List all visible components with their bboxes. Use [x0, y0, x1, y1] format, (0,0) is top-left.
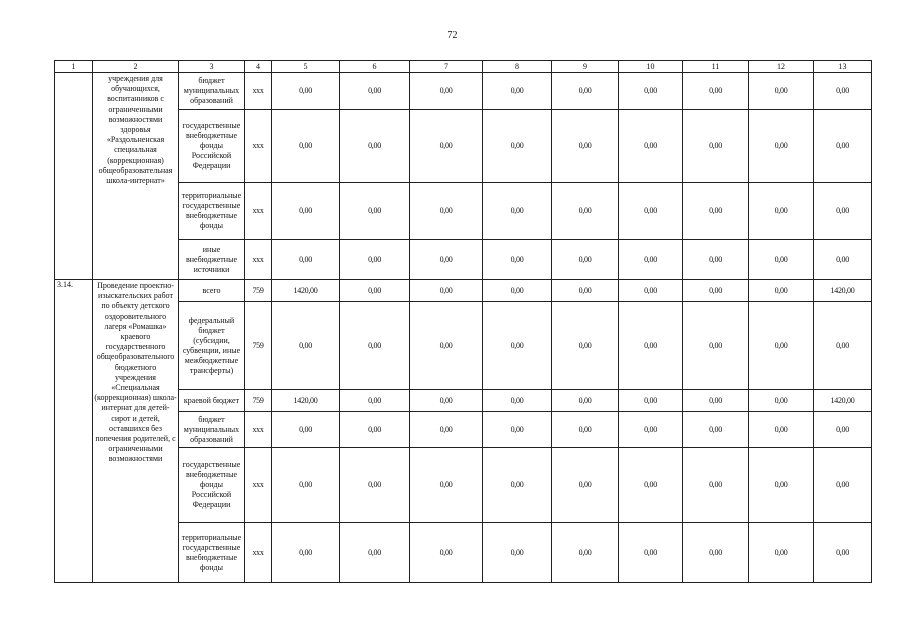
value-cell: 0,00: [814, 73, 872, 110]
header-row: [55, 61, 872, 73]
header-cell: 9: [552, 61, 619, 73]
value-cell: 0,00: [410, 412, 483, 448]
value-cell: 0,00: [340, 302, 410, 390]
value-cell: 0,00: [749, 302, 814, 390]
value-cell: 0,00: [410, 390, 483, 412]
source-cell: иные внебюджетные источники: [179, 240, 245, 280]
value-cell: 0,00: [410, 523, 483, 583]
source-cell: государственные внебюджетные фонды Российской Федерации: [179, 110, 245, 183]
row-name-cell: Проведение проектно-изыскательских работ по объекту детского оздоровительного лагеря «Ромашка» краевого государственного общеобразовательного бюджетного учреждения «Специальная (коррекционная) школа-интернат для детей-сирот и детей, оставшихся без попечения родителей, с ограниченными возможностями: [93, 280, 179, 583]
value-cell: 0,00: [340, 280, 410, 302]
value-cell: 1420,00: [272, 280, 340, 302]
value-cell: 0,00: [814, 523, 872, 583]
value-cell: 0,00: [814, 302, 872, 390]
value-cell: 0,00: [814, 183, 872, 240]
value-cell: 0,00: [619, 302, 683, 390]
value-cell: 0,00: [552, 523, 619, 583]
code-cell: ххх: [245, 110, 272, 183]
value-cell: 0,00: [410, 448, 483, 523]
header-cell: 6: [340, 61, 410, 73]
value-cell: 0,00: [749, 73, 814, 110]
source-cell: государственные внебюджетные фонды Российской Федерации: [179, 448, 245, 523]
table-row: [55, 73, 872, 110]
value-cell: 0,00: [340, 412, 410, 448]
source-cell: федеральный бюджет (субсидии, субвенции, иные межбюджетные трансферты): [179, 302, 245, 390]
value-cell: 0,00: [619, 73, 683, 110]
value-cell: 0,00: [749, 448, 814, 523]
value-cell: 0,00: [483, 183, 552, 240]
page-number: 72: [447, 30, 458, 41]
header-cell: 8: [483, 61, 552, 73]
value-cell: 0,00: [410, 110, 483, 183]
code-cell: ххх: [245, 523, 272, 583]
value-cell: 1420,00: [814, 280, 872, 302]
source-cell: краевой бюджет: [179, 390, 245, 412]
value-cell: 0,00: [814, 412, 872, 448]
value-cell: 0,00: [683, 110, 749, 183]
value-cell: 0,00: [340, 523, 410, 583]
value-cell: 1420,00: [272, 390, 340, 412]
value-cell: 0,00: [552, 390, 619, 412]
value-cell: 0,00: [272, 73, 340, 110]
source-cell: всего: [179, 280, 245, 302]
value-cell: 0,00: [552, 73, 619, 110]
value-cell: 0,00: [814, 448, 872, 523]
header-cell: 13: [814, 61, 872, 73]
budget-table: [54, 60, 872, 583]
value-cell: 0,00: [340, 240, 410, 280]
code-cell: ххх: [245, 448, 272, 523]
value-cell: 0,00: [619, 280, 683, 302]
code-cell: 759: [245, 280, 272, 302]
value-cell: 0,00: [619, 523, 683, 583]
value-cell: 0,00: [552, 240, 619, 280]
value-cell: 0,00: [483, 240, 552, 280]
value-cell: 0,00: [683, 523, 749, 583]
value-cell: 0,00: [272, 302, 340, 390]
value-cell: 0,00: [749, 390, 814, 412]
value-cell: 0,00: [683, 280, 749, 302]
source-cell: территориальные государственные внебюджетные фонды: [179, 183, 245, 240]
value-cell: 0,00: [272, 412, 340, 448]
value-cell: 0,00: [749, 523, 814, 583]
code-cell: 759: [245, 390, 272, 412]
value-cell: 0,00: [410, 73, 483, 110]
value-cell: 0,00: [749, 110, 814, 183]
table-row: [55, 280, 872, 302]
code-cell: ххх: [245, 240, 272, 280]
header-cell: 7: [410, 61, 483, 73]
value-cell: 0,00: [552, 448, 619, 523]
value-cell: 0,00: [483, 110, 552, 183]
value-cell: 0,00: [619, 412, 683, 448]
value-cell: 0,00: [619, 183, 683, 240]
value-cell: 0,00: [683, 448, 749, 523]
value-cell: 0,00: [483, 412, 552, 448]
header-cell: 12: [749, 61, 814, 73]
source-cell: бюджет муниципальных образований: [179, 73, 245, 110]
value-cell: 0,00: [272, 448, 340, 523]
code-cell: ххх: [245, 183, 272, 240]
value-cell: 0,00: [483, 73, 552, 110]
value-cell: 0,00: [814, 110, 872, 183]
header-cell: 2: [93, 61, 179, 73]
value-cell: 0,00: [683, 302, 749, 390]
value-cell: 0,00: [552, 183, 619, 240]
source-cell: территориальные государственные внебюджетные фонды: [179, 523, 245, 583]
value-cell: 0,00: [410, 183, 483, 240]
code-cell: ххх: [245, 412, 272, 448]
value-cell: 0,00: [683, 240, 749, 280]
value-cell: 0,00: [272, 240, 340, 280]
value-cell: 0,00: [410, 302, 483, 390]
value-cell: 0,00: [552, 412, 619, 448]
value-cell: 0,00: [340, 73, 410, 110]
value-cell: 0,00: [683, 183, 749, 240]
value-cell: 0,00: [552, 302, 619, 390]
value-cell: 0,00: [619, 110, 683, 183]
code-cell: 759: [245, 302, 272, 390]
row-number-cell: 3.14.: [55, 280, 93, 583]
value-cell: 0,00: [552, 280, 619, 302]
value-cell: 0,00: [483, 448, 552, 523]
value-cell: 0,00: [749, 280, 814, 302]
header-cell: 10: [619, 61, 683, 73]
value-cell: 0,00: [814, 240, 872, 280]
value-cell: 0,00: [749, 412, 814, 448]
value-cell: 0,00: [619, 390, 683, 412]
value-cell: 0,00: [483, 523, 552, 583]
value-cell: 0,00: [749, 240, 814, 280]
value-cell: 0,00: [340, 110, 410, 183]
value-cell: 0,00: [483, 390, 552, 412]
row-name-cell: учреждения для обучающихся, воспитанников с ограниченными возможностями здоровья «Раздольненская специальная (коррекционная) общеобразовательная школа-интернат»: [93, 73, 179, 280]
value-cell: 0,00: [749, 183, 814, 240]
value-cell: 0,00: [340, 448, 410, 523]
value-cell: 0,00: [552, 110, 619, 183]
source-cell: бюджет муниципальных образований: [179, 412, 245, 448]
value-cell: 0,00: [272, 110, 340, 183]
value-cell: 0,00: [483, 302, 552, 390]
header-cell: 5: [272, 61, 340, 73]
value-cell: 0,00: [410, 240, 483, 280]
value-cell: 0,00: [619, 240, 683, 280]
value-cell: 0,00: [683, 412, 749, 448]
header-cell: 11: [683, 61, 749, 73]
value-cell: 1420,00: [814, 390, 872, 412]
value-cell: 0,00: [483, 280, 552, 302]
value-cell: 0,00: [272, 183, 340, 240]
value-cell: 0,00: [340, 183, 410, 240]
row-number-cell: [55, 73, 93, 280]
value-cell: 0,00: [619, 448, 683, 523]
value-cell: 0,00: [272, 523, 340, 583]
value-cell: 0,00: [683, 390, 749, 412]
header-cell: 3: [179, 61, 245, 73]
header-cell: 1: [55, 61, 93, 73]
header-cell: 4: [245, 61, 272, 73]
value-cell: 0,00: [340, 390, 410, 412]
value-cell: 0,00: [410, 280, 483, 302]
value-cell: 0,00: [683, 73, 749, 110]
code-cell: ххх: [245, 73, 272, 110]
